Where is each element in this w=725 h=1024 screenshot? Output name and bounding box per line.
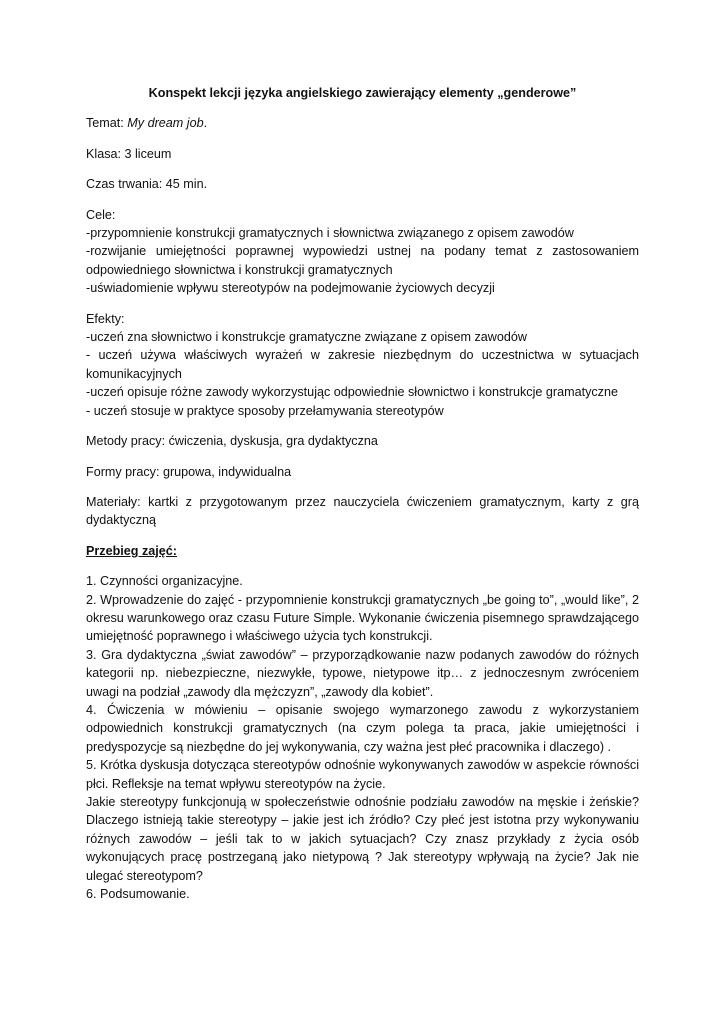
outcome-item: -uczeń zna słownictwo i konstrukcje gramatyczne związane z opisem zawodów: [86, 330, 527, 345]
course-step: 1. Czynności organizacyjne.: [86, 574, 243, 589]
topic-line: [86, 114, 639, 132]
course-step: 6. Podsumowanie.: [86, 887, 190, 902]
course-heading: Przebieg zajęć:: [86, 543, 177, 558]
class-line: Klasa: 3 liceum: [86, 146, 172, 161]
goal-item: -przypomnienie konstrukcji gramatycznych i słownictwa związanego z opisem zawodów: [86, 226, 574, 241]
course-step: 2. Wprowadzenie do zajęć - przypomnienie konstrukcji gramatycznych „be going to”, „would like”, 2 okresu warunkowego oraz czasu Future Simple. Wykonanie ćwiczenia pisemnego sprawdzającego umiejętność poprawnego i właściwego użycia tych konstrukcji.: [86, 592, 639, 644]
goal-item: -rozwijanie umiejętności poprawnej wypowiedzi ustnej na podany temat z zastosowaniem odpowiedniego słownictwa i konstrukcji gramatycznych: [86, 244, 639, 277]
outcome-item: - uczeń używa właściwych wyrażeń w zakresie niezbędnym do uczestnictwa w sytuacjach komunikacyjnych: [86, 348, 639, 381]
goal-item: -uświadomienie wpływu stereotypów na podejmowanie życiowych decyzji: [86, 281, 495, 296]
outcomes-heading: Efekty:: [86, 311, 125, 326]
discussion-questions: Jakie stereotypy funkcjonują w społeczeństwie odnośnie podziału zawodów na męskie i żeńskie? Dlaczego istnieją takie stereotypy – jakie jest ich źródło? Czy płeć jest istotna przy wykonywaniu różnych zawodów – jeśli tak to w jakich sytuacjach? Czy znasz przykłady z życia osób wykonujących pracę postrzeganą jako nietypową ? Jak stereotypy wpływają na życie? Jak nie ulegać stereotypom?: [86, 795, 639, 883]
topic-value: My dream job: [127, 116, 204, 131]
duration-line: Czas trwania: 45 min.: [86, 177, 208, 192]
course-steps: [86, 572, 639, 903]
document-title: Konspekt lekcji języka angielskiego zawierający elementy „genderowe”: [148, 86, 577, 100]
course-step: 4. Ćwiczenia w mówieniu – opisanie swojego wymarzonego zawodu z wykorzystaniem odpowiednich konstrukcji gramatycznych (na czym polega ta praca, jakie umiejętności i predyspozycje są niezbędne do jej wykonywania, czy ważna jest płeć pracownika i dlaczego) .: [86, 702, 639, 754]
document-page: [86, 84, 639, 903]
outcome-item: -uczeń opisuje różne zawody wykorzystując odpowiednie słownictwo i konstrukcje gramatyczne: [86, 385, 618, 400]
goals-heading: Cele:: [86, 207, 116, 222]
outcome-item: - uczeń stosuje w praktyce sposoby przełamywania stereotypów: [86, 403, 444, 418]
topic-end: .: [203, 116, 208, 131]
topic-label: Temat:: [86, 116, 128, 131]
forms-line: Formy pracy: grupowa, indywidualna: [86, 464, 292, 479]
methods-line: Metody pracy: ćwiczenia, dyskusja, gra dydaktyczna: [86, 434, 378, 449]
course-step: 5. Krótka dyskusja dotycząca stereotypów odnośnie wykonywanych zawodów w aspekcie równości płci. Refleksje na temat wpływu stereotypów na życie.: [86, 758, 639, 791]
materials-line: Materiały: kartki z przygotowanym przez nauczyciela ćwiczeniem gramatycznym, karty z grą dydaktyczną: [86, 494, 639, 528]
course-step: 3. Gra dydaktyczna „świat zawodów” – przyporządkowanie nazw podanych zawodów do różnych kategorii np. niebezpieczne, niezwykłe, typowe, nietypowe itp… z jednoczesnym zwróceniem uwagi na podział „zawody dla mężczyzn”, „zawody dla kobiet”.: [86, 647, 639, 699]
outcomes-section: [86, 310, 639, 420]
goals-section: [86, 206, 639, 298]
